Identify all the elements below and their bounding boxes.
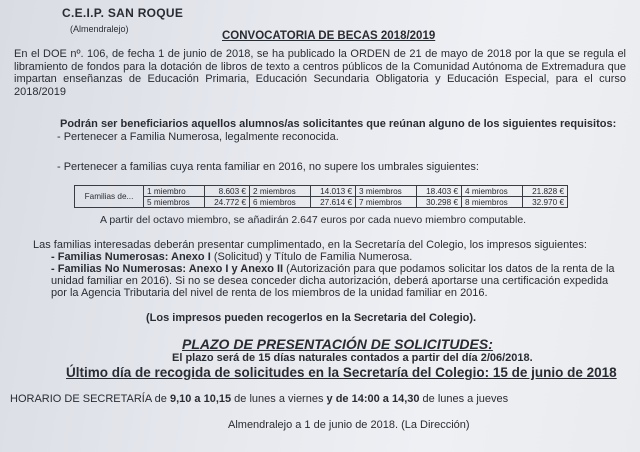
last-day-notice: Último día de recogida de solicitudes en la Secretaría del Colegio: 15 de junio de 2018 — [66, 365, 617, 380]
amount-cell: 18.403 € — [417, 186, 462, 197]
other-families-requirement — [51, 263, 619, 300]
other-families-label: - Familias No Numerosas: Anexo I y Anexo II — [51, 263, 284, 275]
school-town: (Almendralejo) — [70, 24, 129, 34]
members-cell: 8 miembros — [462, 197, 523, 208]
notice-title: CONVOCATORIA DE BECAS 2018/2019 — [222, 30, 436, 42]
afternoon-hours: 14:00 a 14,30 — [351, 393, 420, 405]
office-hours — [10, 393, 508, 405]
members-cell: 2 miembros — [250, 186, 311, 197]
amount-cell: 30.298 € — [417, 197, 462, 208]
requirement-income: - Pertenecer a familias cuya renta familiar en 2016, no supere los umbrales siguientes: — [57, 161, 479, 173]
amount-cell: 8.603 € — [205, 186, 250, 197]
beneficiaries-heading: Podrán ser beneficiarios aquellos alumnos/as solicitantes que reúnan alguno de los siguientes requisitos: — [60, 118, 617, 130]
deadline-title: PLAZO DE PRESENTACIÓN DE SOLICITUDES: — [182, 336, 493, 352]
date-signature: Almendralejo a 1 de junio de 2018. (La Dirección) — [228, 419, 470, 431]
members-cell: 5 miembros — [144, 197, 205, 208]
large-families-text: (Solicitud) y Título de Familia Numerosa. — [210, 251, 413, 263]
large-families-label: - Familias Numerosas: Anexo I — [51, 251, 211, 263]
morning-hours: 9,10 a 10,15 — [169, 393, 232, 405]
amount-cell: 32.970 € — [523, 197, 568, 208]
afternoon-days: de lunes a jueves — [419, 393, 509, 405]
members-cell: 7 miembros — [356, 197, 417, 208]
table-row — [75, 197, 568, 208]
office-hours-and: y de — [326, 393, 352, 405]
office-hours-prefix: HORARIO DE SECRETARÍA de — [10, 393, 170, 405]
members-cell: 3 miembros — [356, 186, 417, 197]
amount-cell: 14.013 € — [311, 186, 356, 197]
other-families-text: (Autorización para que podamos solicitar los datos de la renta de la unidad familiar en 2016). Si no se desea conceder dicha autorización, deberá aportarse una certificación expedida por la Agencia Tributaria del nivel de renta de los miembros de la unidad familiar en 2016. — [51, 263, 615, 300]
amount-cell: 24.772 € — [205, 197, 250, 208]
additional-member-note: A partir del octavo miembro, se añadirán 2.647 euros por cada nuevo miembro computable. — [100, 214, 527, 226]
families-intro: Las familias interesadas deberán presentar cumplimentado, en la Secretaría del Colegio, los impresos siguientes: — [33, 239, 587, 251]
table-row — [75, 186, 568, 197]
deadline-subtitle: El plazo será de 15 días naturales contados a partir del día 2/06/2018. — [172, 352, 533, 364]
members-cell: 1 miembro — [144, 186, 205, 197]
morning-days: de lunes a viernes — [231, 393, 327, 405]
amount-cell: 27.614 € — [311, 197, 356, 208]
school-name: C.E.I.P. SAN ROQUE — [62, 6, 184, 20]
requirement-large-family: - Pertenecer a Familia Numerosa, legalmente reconocida. — [57, 131, 339, 143]
income-threshold-table — [74, 185, 568, 208]
pickup-note: (Los impresos pueden recogerlos en la Secretaria del Colegio). — [146, 312, 477, 324]
members-cell: 4 miembros — [462, 186, 523, 197]
intro-paragraph: En el DOE nº. 106, de fecha 1 de junio de 2018, se ha publicado la ORDEN de 21 de mayo de 2018 por la que se regula el libramiento de fondos para la dotación de libros de texto a centros públicos de la Comunidad Autónoma de Extremadura que impartan enseñanzas de Educación Primaria, Educación Secundaria Obligatoria y Educación Especial, para el curso 2018/2019 — [14, 48, 626, 98]
amount-cell: 21.828 € — [523, 186, 568, 197]
table-label-cell: Familias de... — [75, 186, 144, 208]
members-cell: 6 miembros — [250, 197, 311, 208]
large-families-requirement — [51, 251, 412, 263]
